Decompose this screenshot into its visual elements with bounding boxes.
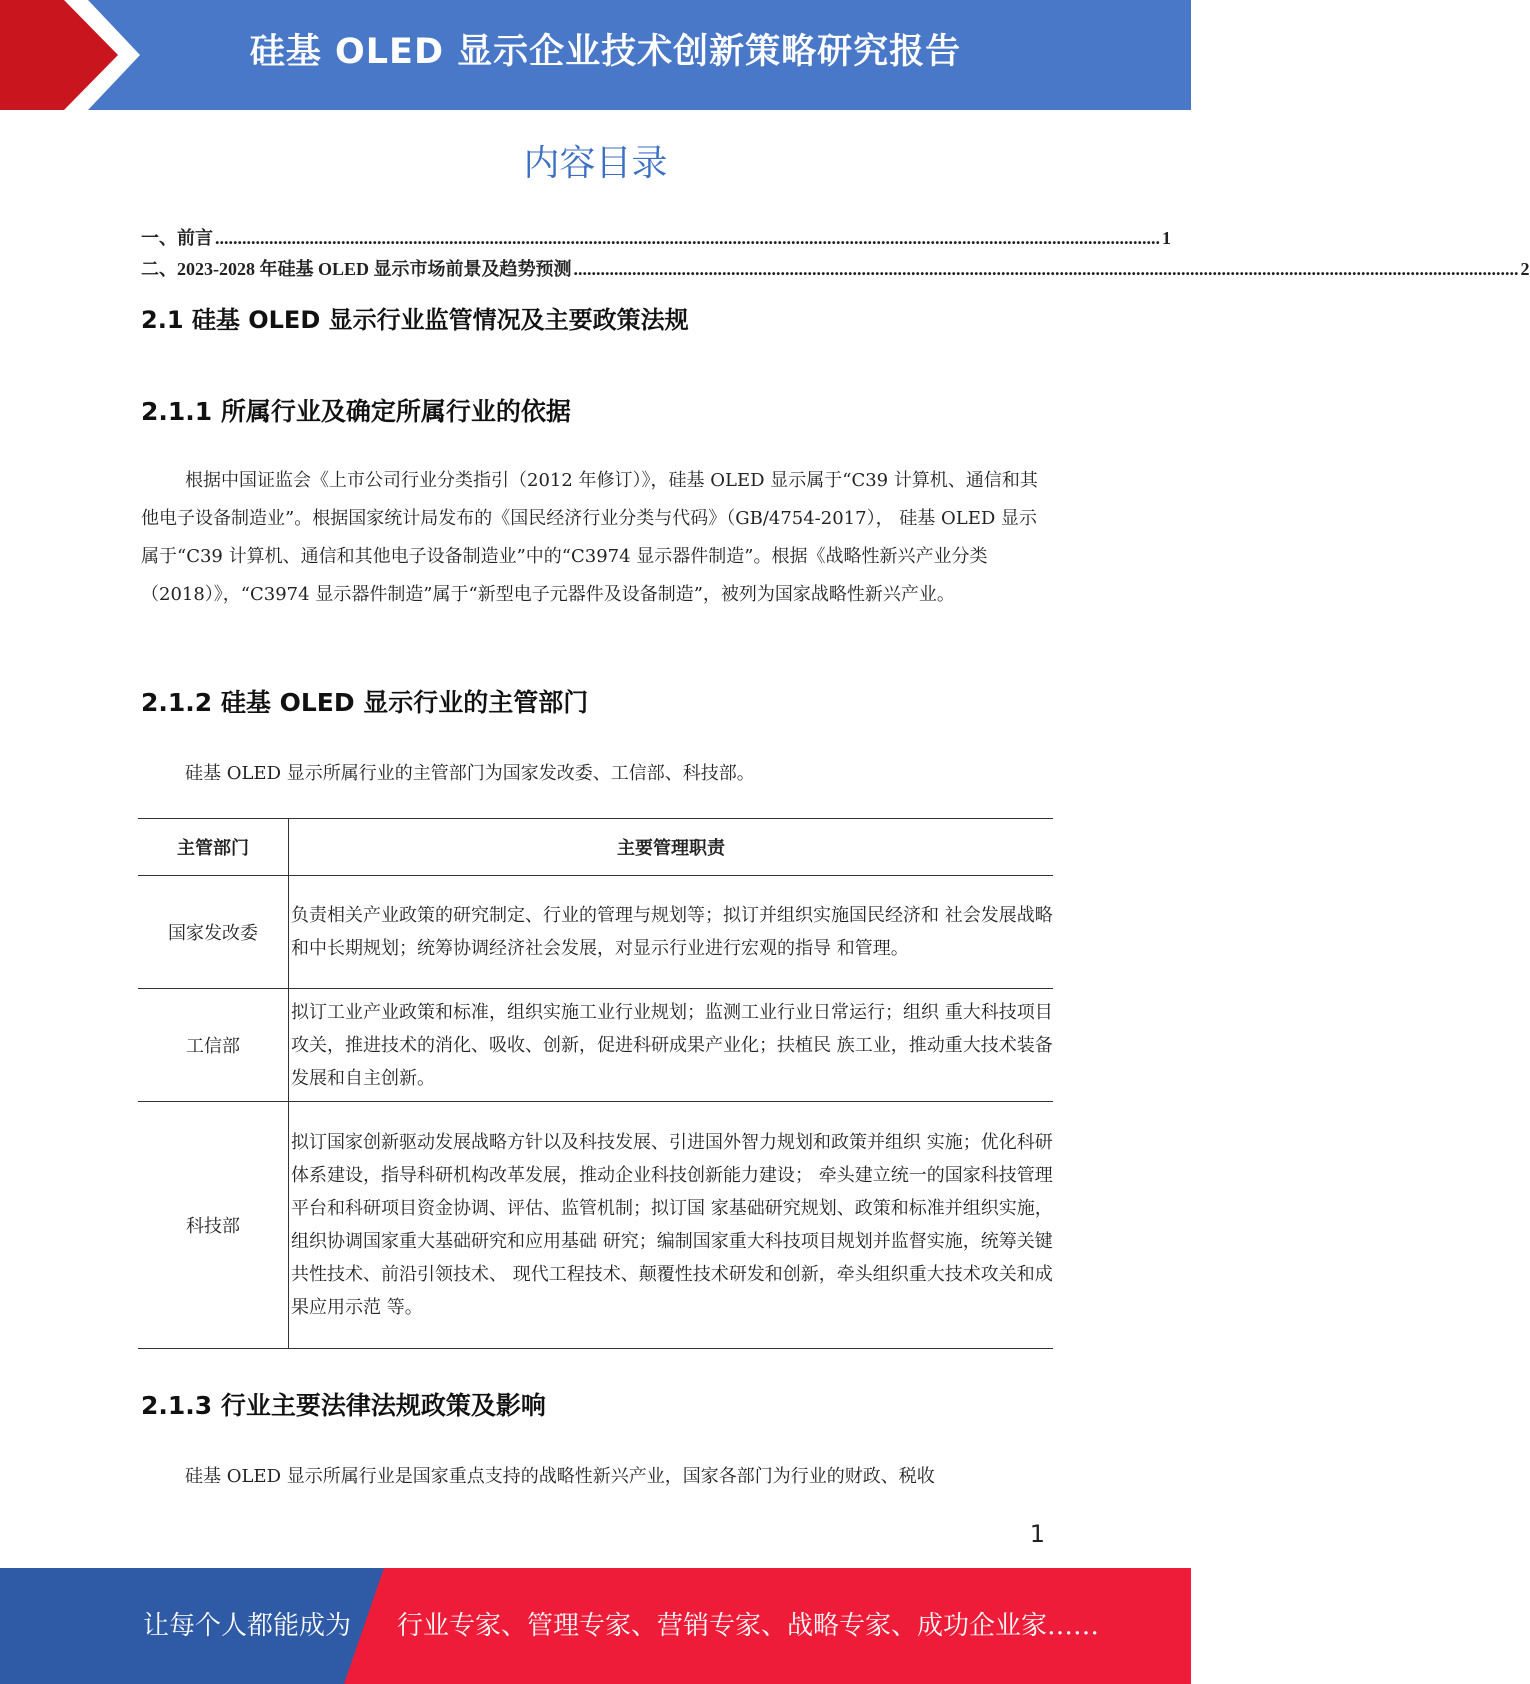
subsection-heading: 2.1.2 硅基 OLED 显示行业的主管部门 [141, 688, 589, 717]
header-banner [0, 0, 1191, 110]
footer-slogan-left: 让每个人都能成为 [143, 1611, 352, 1641]
toc-item-page: 2 [1520, 259, 1530, 279]
footer-slogan-right: 行业专家、管理专家、营销专家、战略专家、成功企业家…… [397, 1611, 1100, 1641]
toc-item[interactable] [141, 255, 1530, 286]
table-cell-duty: 拟订工业产业政策和标准，组织实施工业行业规划；监测工业行业日常运行；组织 重大科技项目攻关，推进技术的消化、吸收、创新，促进科研成果产业化；扶植民 族工业，推动重大技术装备发展和自主创新。 [289, 989, 1054, 1102]
table-cell-duty: 拟订国家创新驱动发展战略方针以及科技发展、引进国外智力规划和政策并组织 实施；优化科研体系建设，指导科研机构改革发展，推动企业科技创新能力建设； 牵头建立统一的国家科技管理平台和科研项目资金协调、评估、监管机制；拟订国 家基础研究规划、政策和标准并组织实施，组织协调国家重大基础研究和应用基础 研究；编制国家重大科技项目规划并监督实施，统筹关键共性技术、前沿引领技术、 现代工程技术、颠覆性技术研发和创新，牵头组织重大技术攻关和成果应用示范 等。 [289, 1102, 1054, 1349]
table-cell-dept: 科技部 [138, 1102, 289, 1349]
toc-leader-dots: .................................................................................................................................................................................................................. [215, 228, 1160, 248]
toc-item-label: 二、2023-2028 年硅基 OLED 显示市场前景及趋势预测 [141, 259, 572, 279]
toc-item[interactable] [141, 224, 1171, 255]
toc-title: 内容目录 [523, 143, 668, 184]
table-cell-duty: 负责相关产业政策的研究制定、行业的管理与规划等；拟订并组织实施国民经济和 社会发展战略和中长期规划；统筹协调经济社会发展，对显示行业进行宏观的指导 和管理。 [289, 876, 1054, 989]
table-of-contents [141, 224, 1530, 286]
paragraph: 根据中国证监会《上市公司行业分类指引（2012 年修订）》，硅基 OLED 显示属于“C39 计算机、通信和其他电子设备制造业”。根据国家统计局发布的《国民经济行业分类与代码》（GB/4754-2017）， 硅基 OLED 显示属于“C39 计算机、通信和其他电子设备制造业”中的“C3974 显示器件制造”。根据《战略性新兴产业分类（2018）》，“C3974 显示器件制造”属于“新型电子元器件及设备制造”，被列为国家战略性新兴产业。 [141, 470, 1038, 605]
table-row [138, 989, 1053, 1102]
table-cell-dept: 国家发改委 [138, 876, 289, 989]
table-row [138, 1102, 1053, 1349]
table-header-cell: 主管部门 [138, 819, 289, 876]
paragraph: 硅基 OLED 显示所属行业的主管部门为国家发改委、工信部、科技部。 [185, 763, 755, 784]
table-row [138, 876, 1053, 989]
report-title: 硅基 OLED 显示企业技术创新策略研究报告 [249, 32, 962, 72]
paragraph: 硅基 OLED 显示所属行业是国家重点支持的战略性新兴产业，国家各部门为行业的财政、税收 [185, 1466, 935, 1487]
table-header-cell: 主要管理职责 [289, 819, 1054, 876]
toc-item-label: 一、前言 [141, 228, 213, 248]
table-header-row [138, 819, 1053, 876]
department-duties-table [138, 818, 1053, 1349]
subsection-heading: 2.1.1 所属行业及确定所属行业的依据 [141, 397, 571, 426]
table-cell-dept: 工信部 [138, 989, 289, 1102]
footer-banner [0, 1568, 1191, 1684]
toc-leader-dots: .................................................................................................................................................................................................................. [573, 259, 1519, 279]
section-heading: 2.1 硅基 OLED 显示行业监管情况及主要政策法规 [141, 306, 689, 334]
subsection-heading: 2.1.3 行业主要法律法规政策及影响 [141, 1391, 546, 1420]
toc-item-page: 1 [1162, 228, 1171, 248]
page-number: 1 [1029, 1520, 1045, 1548]
